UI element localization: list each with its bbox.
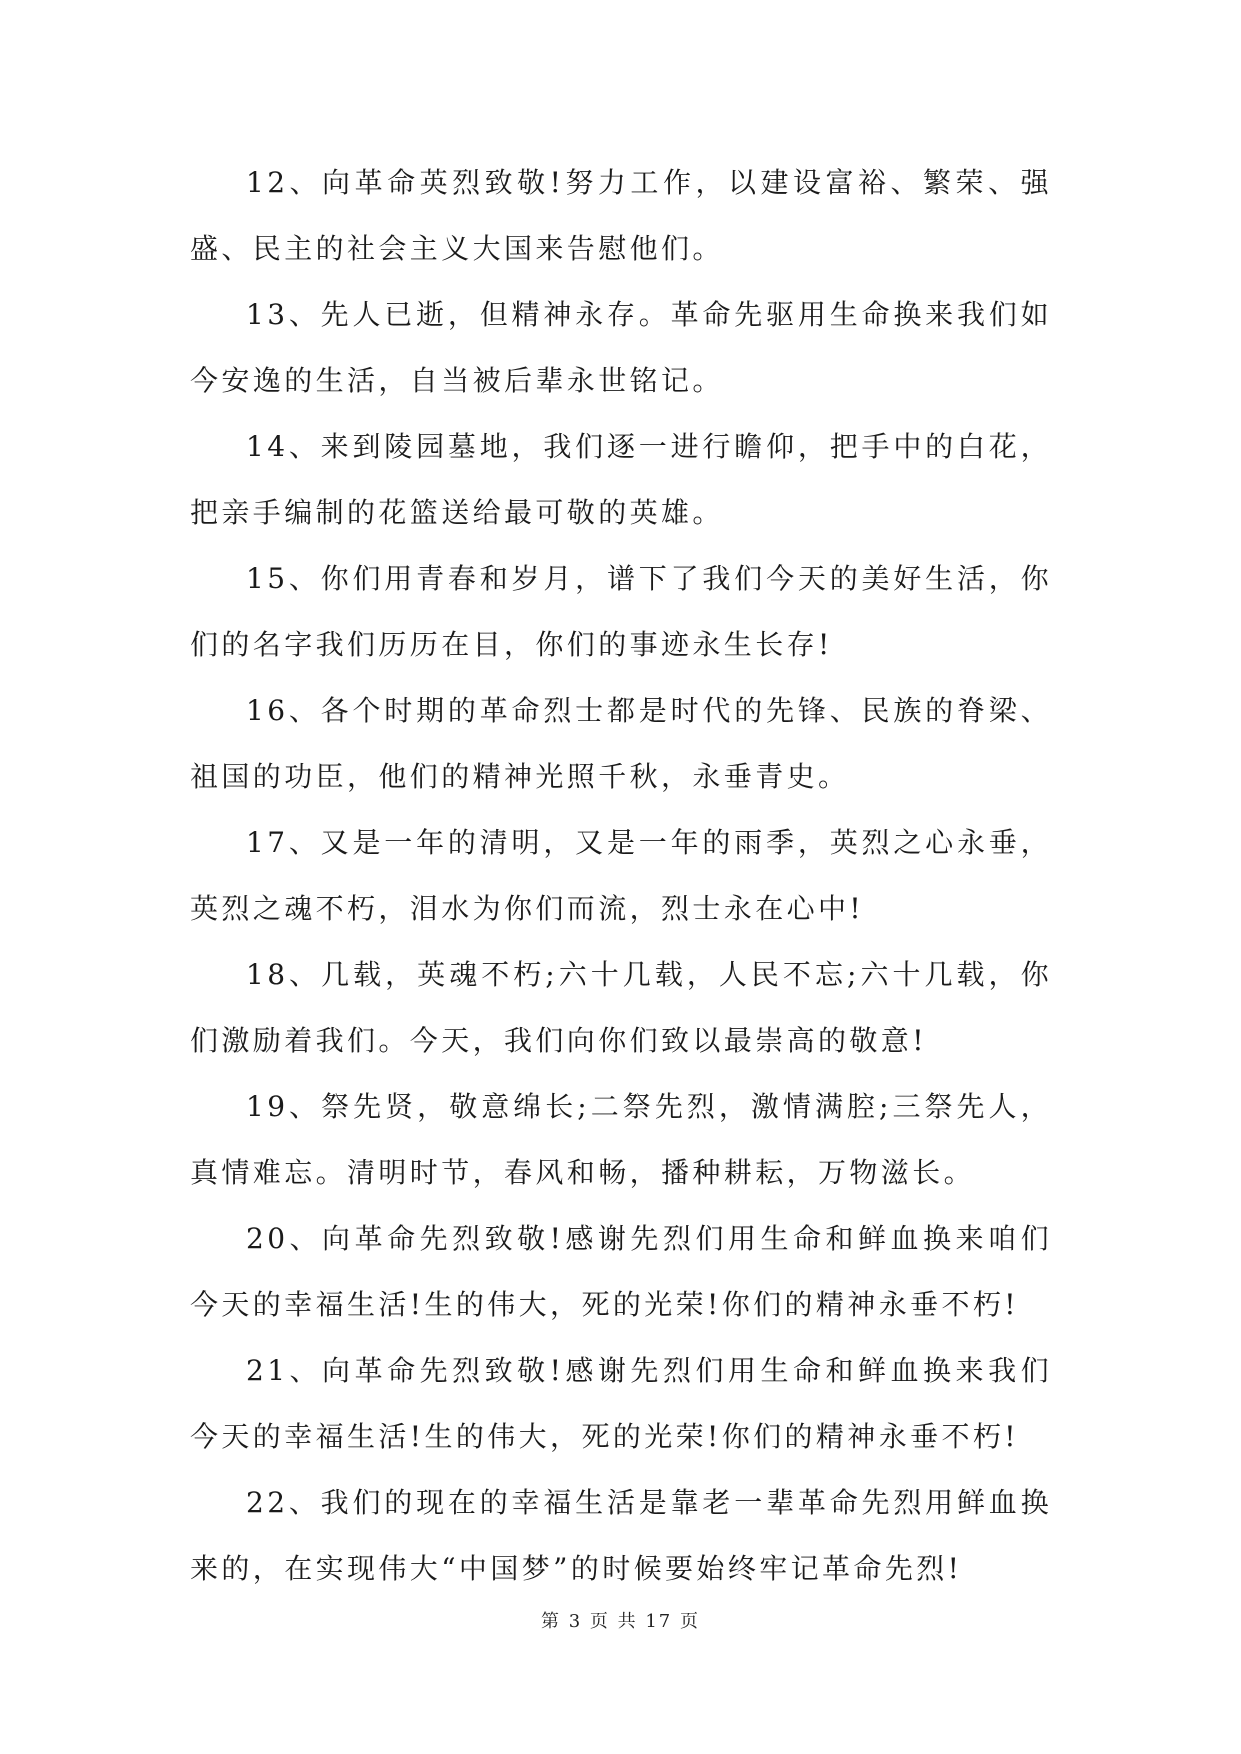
paragraph-19: 19、祭先贤，敬意绵长;二祭先烈，激情满腔;三祭先人，真情难忘。清明时节，春风和畅，播种耕耘，万物滋长。 [190,1090,1052,1189]
document-body [190,150,1052,1602]
paragraph-16: 16、各个时期的革命烈士都是时代的先锋、民族的脊梁、祖国的功臣，他们的精神光照千秋，永垂青史。 [190,694,1052,793]
paragraph-13: 13、先人已逝，但精神永存。革命先驱用生命换来我们如今安逸的生活，自当被后辈永世铭记。 [190,298,1052,397]
paragraph-14: 14、来到陵园墓地，我们逐一进行瞻仰，把手中的白花，把亲手编制的花篮送给最可敬的英雄。 [190,430,1052,529]
paragraph-21: 21、向革命先烈致敬!感谢先烈们用生命和鲜血换来我们今天的幸福生活!生的伟大，死的光荣!你们的精神永垂不朽! [190,1354,1052,1453]
paragraph-15: 15、你们用青春和岁月，谱下了我们今天的美好生活，你们的名字我们历历在目，你们的事迹永生长存! [190,562,1052,661]
paragraph-18: 18、几载，英魂不朽;六十几载，人民不忘;六十几载，你们激励着我们。今天，我们向你们致以最崇高的敬意! [190,958,1052,1057]
paragraph-22: 22、我们的现在的幸福生活是靠老一辈革命先烈用鲜血换来的，在实现伟大“中国梦”的时候要始终牢记革命先烈! [190,1486,1052,1585]
paragraph-17: 17、又是一年的清明，又是一年的雨季，英烈之心永垂，英烈之魂不朽，泪水为你们而流，烈士永在心中! [190,826,1052,925]
page-number-footer: 第 3 页 共 17 页 [541,1611,700,1632]
paragraph-12: 12、向革命英烈致敬!努力工作，以建设富裕、繁荣、强盛、民主的社会主义大国来告慰他们。 [190,166,1052,265]
paragraph-20: 20、向革命先烈致敬!感谢先烈们用生命和鲜血换来咱们今天的幸福生活!生的伟大，死的光荣!你们的精神永垂不朽! [190,1222,1052,1321]
